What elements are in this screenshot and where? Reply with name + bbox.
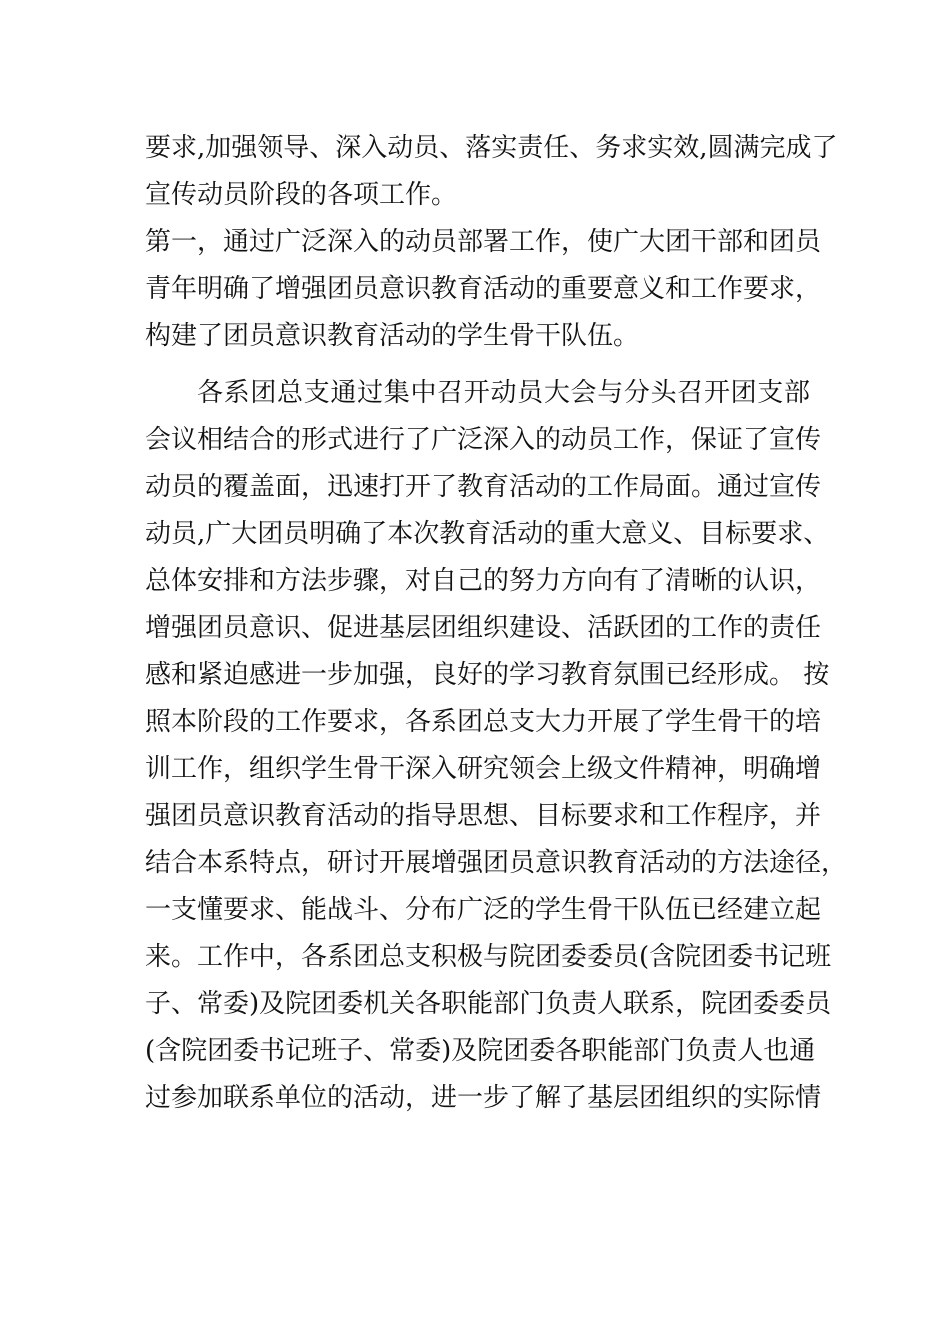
paragraph-1 bbox=[145, 125, 838, 219]
text-line: 构建了团员意识教育活动的学生骨干队伍。 bbox=[145, 321, 640, 351]
text-line: 一支懂要求、能战斗、分布广泛的学生骨干队伍已经建立起 bbox=[145, 895, 822, 925]
text-line: 各系团总支通过集中召开动员大会与分头召开团支部 bbox=[197, 378, 810, 408]
text-line: 子、常委)及院团委机关各职能部门负责人联系，院团委委员 bbox=[145, 989, 832, 1019]
text-line: (含院团委书记班子、常委)及院团委各职能部门负责人也通 bbox=[145, 1036, 816, 1066]
text-line: 感和紧迫感进一步加强，良好的学习教育氛围已经形成。 按 bbox=[145, 660, 830, 690]
document-body bbox=[145, 125, 848, 1122]
text-line: 来。工作中，各系团总支积极与院团委委员(含院团委书记班 bbox=[145, 942, 832, 972]
text-line: 强团员意识教育活动的指导思想、目标要求和工作程序，并 bbox=[145, 801, 822, 831]
text-line: 训工作，组织学生骨干深入研究领会上级文件精神，明确增 bbox=[145, 754, 822, 784]
text-line: 要求,加强领导、深入动员、落实责任、务求实效,圆满完成了 bbox=[145, 133, 838, 163]
text-line: 会议相结合的形式进行了广泛深入的动员工作，保证了宣传 bbox=[145, 425, 822, 455]
text-line: 动员,广大团员明确了本次教育活动的重大意义、目标要求、 bbox=[145, 519, 830, 549]
paragraph-2 bbox=[145, 219, 822, 360]
text-line: 宣传动员阶段的各项工作。 bbox=[145, 180, 458, 210]
text-line: 结合本系特点，研讨开展增强团员意识教育活动的方法途径， bbox=[145, 848, 848, 878]
text-line: 总体安排和方法步骤，对自己的努力方向有了清晰的认识， bbox=[145, 566, 822, 596]
paragraph-spacer bbox=[145, 360, 810, 370]
text-line: 过参加联系单位的活动，进一步了解了基层团组织的实际情 bbox=[145, 1083, 822, 1113]
text-line: 青年明确了增强团员意识教育活动的重要意义和工作要求， bbox=[145, 274, 822, 304]
text-line: 动员的覆盖面，迅速打开了教育活动的工作局面。通过宣传 bbox=[145, 472, 822, 502]
text-line: 照本阶段的工作要求，各系团总支大力开展了学生骨干的培 bbox=[145, 707, 822, 737]
text-line: 增强团员意识、促进基层团组织建设、活跃团的工作的责任 bbox=[145, 613, 822, 643]
text-line: 第一，通过广泛深入的动员部署工作，使广大团干部和团员 bbox=[145, 227, 822, 257]
paragraph-3 bbox=[145, 370, 848, 1122]
